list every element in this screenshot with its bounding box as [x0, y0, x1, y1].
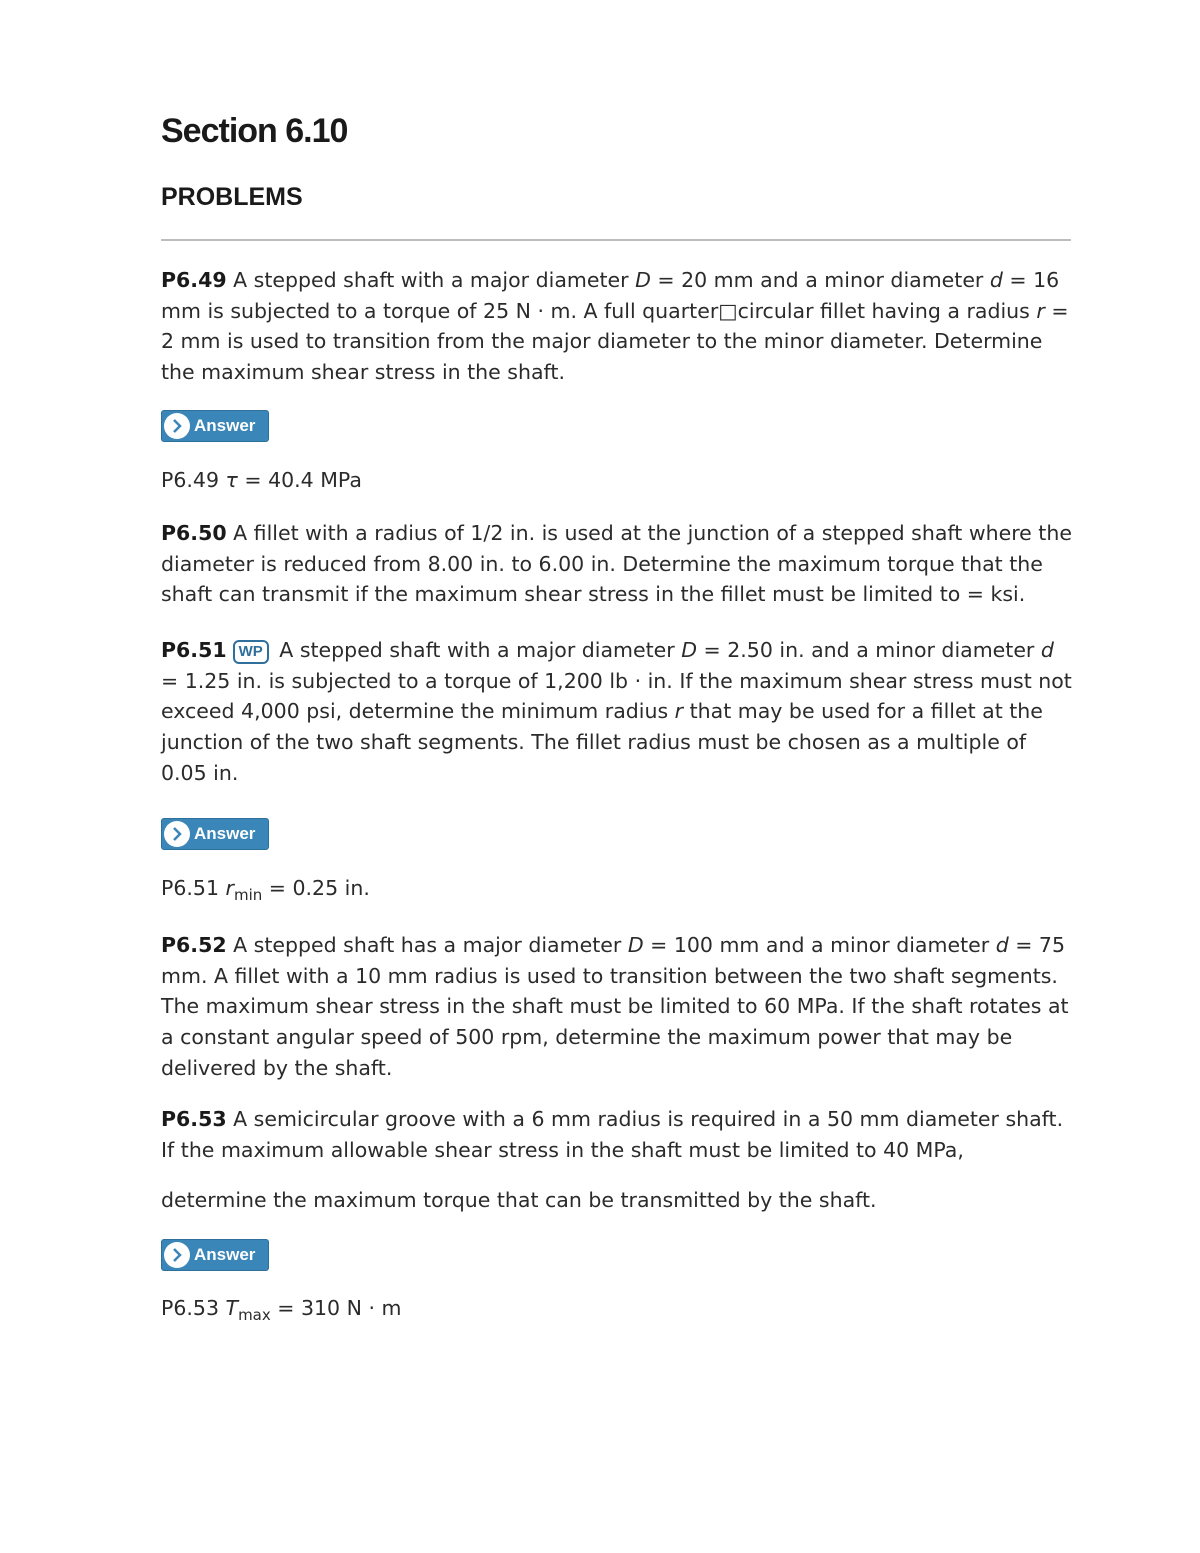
- problem-number: P6.51: [161, 638, 227, 662]
- answer-p6-51: P6.51 $r_{min} = 0.25$ in.: [161, 876, 370, 905]
- answer-button-label: Answer: [194, 1245, 256, 1264]
- divider: [161, 239, 1071, 241]
- section-title: Section 6.10: [161, 112, 348, 150]
- answer-button-p6-53[interactable]: [161, 1239, 269, 1271]
- answer-p6-49: P6.49 τ = 40.4 MPa: [161, 468, 362, 492]
- chevron-right-icon: [164, 821, 190, 847]
- answer-button-p6-51[interactable]: [161, 818, 269, 850]
- problem-number: P6.50: [161, 521, 227, 545]
- problem-number: P6.52: [161, 933, 227, 957]
- problems-heading: PROBLEMS: [161, 183, 303, 211]
- problem-p6-49: P6.49 A stepped shaft with a major diameter D = 20 mm and a minor diameter d = 16 mm is subjected to a torque of 25 N · m. A full quarter□circular fillet having a radius r = 2 mm is used to transition from the major diameter to the minor diameter. Determine the maximum shear stress in the shaft.: [161, 268, 1069, 385]
- problem-p6-51: P6.51 WP A stepped shaft with a major diameter D = 2.50 in. and a minor diameter d = 1.25 in. is subjected to a torque of 1,200 lb · in. If the maximum shear stress must not exceed 4,000 psi, determine the minimum radius r that may be used for a fillet at the junction of the two shaft segments. The fillet radius must be chosen as a multiple of 0.05 in.: [161, 638, 1072, 785]
- chevron-right-icon: [164, 413, 190, 439]
- problem-p6-53: P6.53 A semicircular groove with a 6 mm radius is required in a 50 mm diameter shaft. If the maximum allowable shear stress in the shaft must be limited to 40 MPa,: [161, 1107, 1064, 1162]
- answer-button-label: Answer: [194, 824, 256, 843]
- problem-p6-50: P6.50 A fillet with a radius of 1/2 in. is used at the junction of a stepped shaft where the diameter is reduced from 8.00 in. to 6.00 in. Determine the maximum torque that the shaft can transmit if the maximum shear stress in the fillet must be limited to = ksi.: [161, 521, 1072, 607]
- wp-badge[interactable]: WP: [233, 640, 269, 664]
- problem-p6-53-continued: determine the maximum torque that can be transmitted by the shaft.: [161, 1188, 877, 1212]
- problem-number: P6.53: [161, 1107, 227, 1131]
- problem-number: P6.49: [161, 268, 227, 292]
- problem-p6-52: P6.52 A stepped shaft has a major diameter D = 100 mm and a minor diameter d = 75 mm. A fillet with a 10 mm radius is used to transition between the two shaft segments. The maximum shear stress in the shaft must be limited to 60 MPa. If the shaft rotates at a constant angular speed of 500 rpm, determine the maximum power that may be delivered by the shaft.: [161, 933, 1069, 1080]
- chevron-right-icon: [164, 1242, 190, 1268]
- answer-p6-53: P6.53 $T_{max} = 310$ N · m: [161, 1296, 402, 1325]
- answer-button-label: Answer: [194, 416, 256, 435]
- answer-button-p6-49[interactable]: [161, 410, 269, 442]
